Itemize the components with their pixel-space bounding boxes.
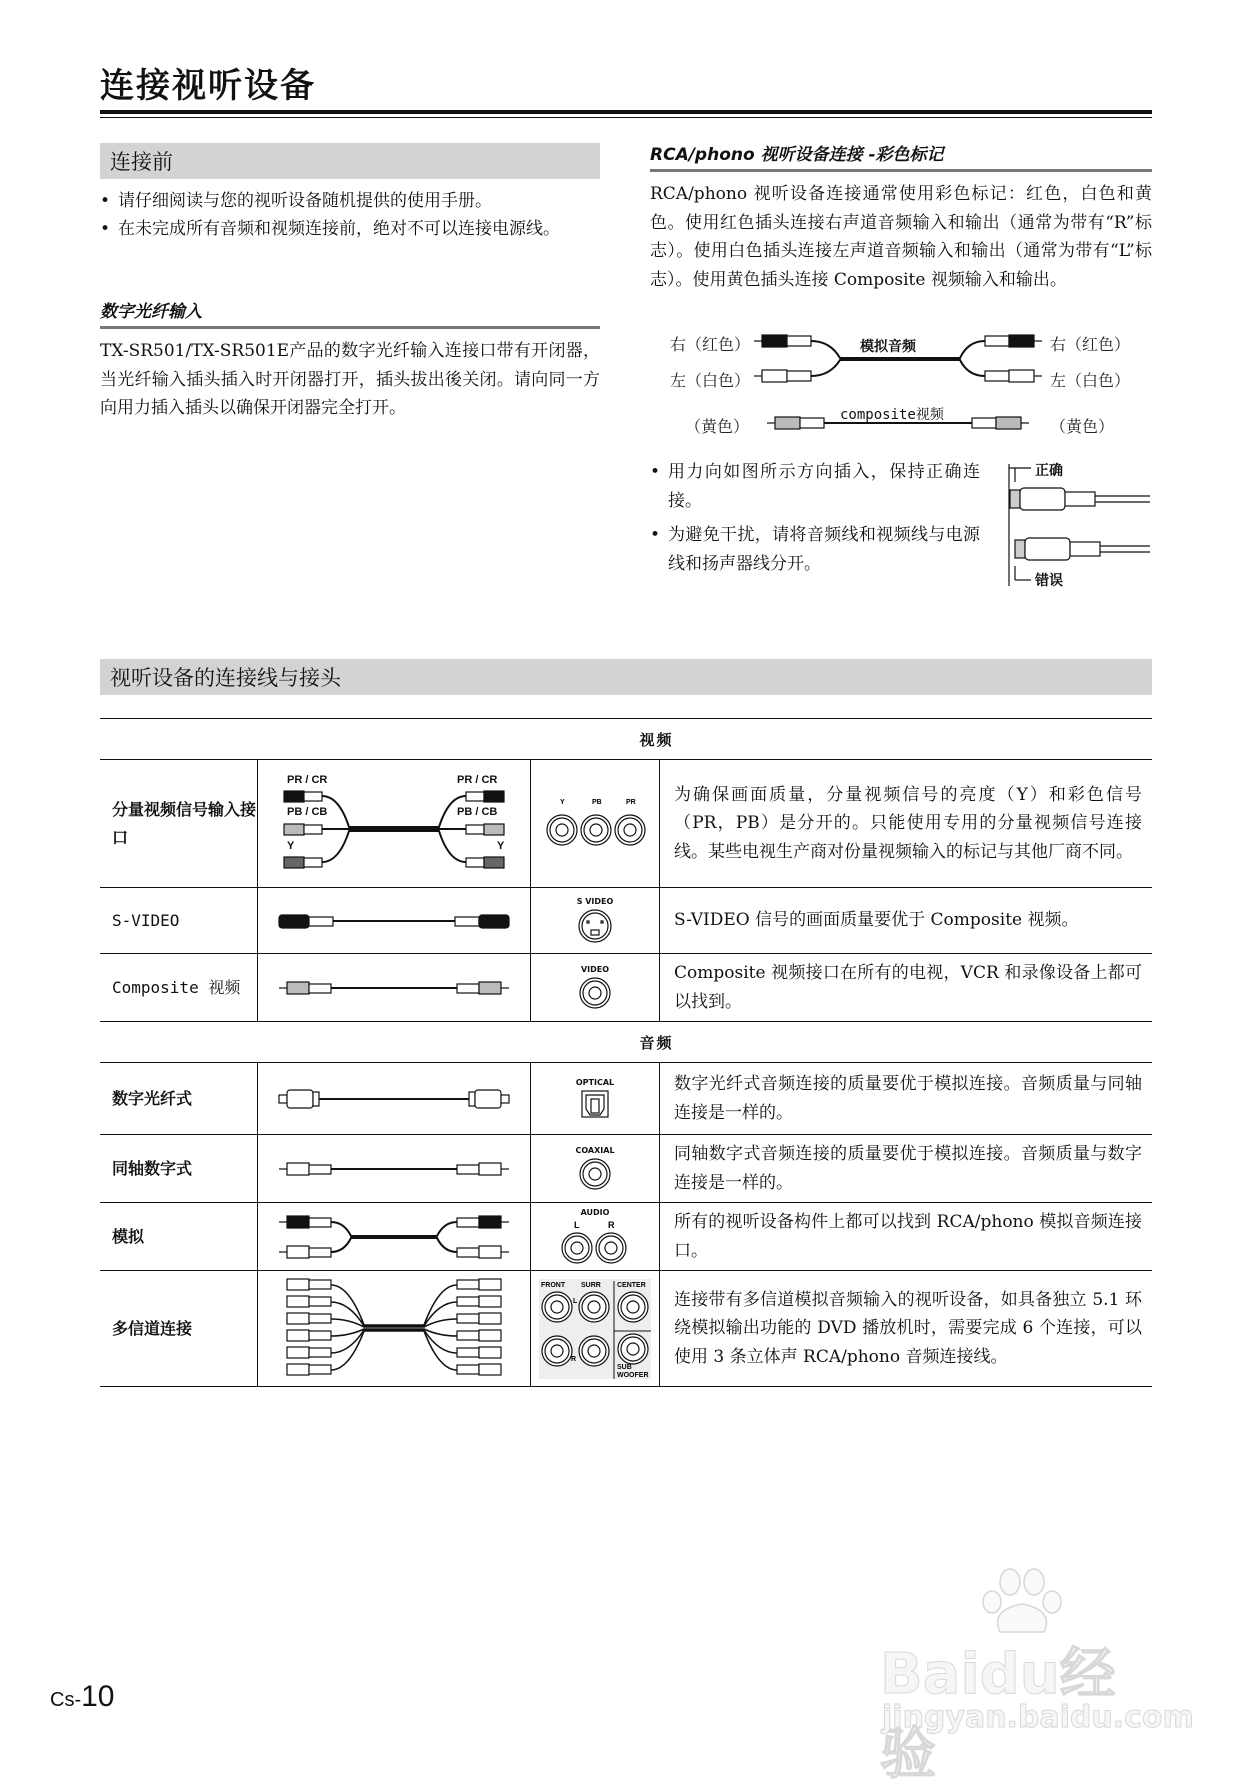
left-white-label: 左（白色） (670, 371, 751, 390)
watermark-url: jingyan.baidu.com (882, 1700, 1194, 1735)
svideo-jack-icon (577, 908, 613, 944)
svg-text:PR / CR: PR / CR (457, 773, 498, 786)
connector-description: S-VIDEO 信号的画面质量要优于 Composite 视频。 (660, 888, 1153, 954)
plug-orientation-icon (1005, 460, 1155, 590)
analog-audio-label: 模拟音频 (860, 339, 916, 355)
svg-text:Y: Y (287, 839, 295, 852)
svg-text:SUB: SUB (617, 1363, 632, 1371)
table-row (100, 1063, 1152, 1135)
wrong-label: 错误 (1035, 573, 1063, 589)
component-cable-cell (258, 760, 531, 888)
connector-name: 数字光纤式 (100, 1063, 258, 1135)
connector-name: 多信道连接 (100, 1271, 258, 1387)
yellow-label-out: （黄色） (1050, 417, 1115, 436)
title-rule-thin (100, 117, 1152, 118)
table-row (100, 760, 1152, 888)
connector-name: S-VIDEO (100, 888, 258, 954)
multichannel-cable-cell (258, 1271, 531, 1387)
multichannel-cable-icon (269, 1275, 519, 1383)
optical-jack-cell (531, 1063, 660, 1135)
analog-cable-cell (258, 1203, 531, 1271)
watermark-brand: Baidu经验 (880, 1642, 1116, 1787)
page-title: 连接视听设备 (100, 66, 316, 106)
svg-text:Y: Y (560, 798, 565, 806)
svg-text:CENTER: CENTER (617, 1281, 646, 1289)
list-item: • 请仔细阅读与您的视听设备随机提供的使用手册。 (100, 187, 600, 215)
right-red-label: 右（红色） (670, 335, 751, 354)
video-jack-icon (578, 976, 612, 1010)
video-jack-label: VIDEO (580, 965, 610, 974)
paw-logo-icon (980, 1560, 1070, 1640)
connector-name: Composite 视频 (100, 954, 258, 1022)
cables-table (100, 718, 1152, 1387)
connector-description: 为确保画面质量，分量视频信号的亮度（Y）和彩色信号（PR，PB）是分开的。只能使用专用的分量视频信号连接线。某些电视生产商对份量视频输入的标记与其他厂商不同。 (660, 760, 1153, 888)
table-row (100, 1135, 1152, 1203)
page-number-prefix: Cs- (50, 1689, 82, 1711)
list-item: • 用力向如图所示方向插入，保持正确连接。 (650, 458, 980, 515)
svg-text:PB / CB: PB / CB (457, 805, 498, 818)
optical-jack-icon (580, 1089, 610, 1119)
audio-group-label: 音频 (100, 1022, 1152, 1063)
svg-text:PB: PB (592, 798, 602, 806)
section-heading-before-connecting: 连接前 (100, 143, 600, 179)
connector-description: 连接带有多信道模拟音频输入的视听设备，如具备独立 5.1 环绕模拟输出功能的 DVD 播放机时，需要完成 6 个连接，可以使用 3 条立体声 RCA/phono 音频连接线。 (660, 1271, 1153, 1387)
svideo-jack-label: S VIDEO (576, 897, 614, 906)
multichannel-jack-cell (531, 1271, 660, 1387)
table-row (100, 888, 1152, 954)
list-item: • 在未完成所有音频和视频连接前，绝对不可以连接电源线。 (100, 215, 600, 243)
rca-color-heading: RCA/phono 视听设备连接 -彩色标记 (650, 140, 1152, 172)
connector-description: 数字光纤式音频连接的质量要优于模拟连接。音频质量与同轴连接是一样的。 (660, 1063, 1153, 1135)
audio-jack-cell (531, 1203, 660, 1271)
right-red-label-out: 右（红色） (1050, 335, 1131, 354)
component-jack-cell (531, 760, 660, 888)
coaxial-jack-label: COAXIAL (575, 1146, 615, 1155)
component-cable-icon (269, 769, 519, 879)
title-rule (100, 110, 1152, 114)
before-connecting-list (100, 187, 600, 243)
video-group-label: 视频 (100, 719, 1152, 760)
svg-text:SURR: SURR (581, 1281, 601, 1289)
page-number-value: 10 (81, 1680, 115, 1713)
section-heading-cables: 视听设备的连接线与接头 (100, 659, 1152, 695)
optical-input-text: TX-SR501/TX-SR501E产品的数字光纤输入连接口带有开闭器，当光纤输入插头插入时开闭器打开，插头拔出後关闭。请向同一方向用力插入插头以确保开闭器完全打开。 (100, 341, 600, 418)
optical-cable-cell (258, 1063, 531, 1135)
video-group-row (100, 719, 1152, 760)
svg-text:PR: PR (626, 798, 636, 806)
coaxial-jack-icon (578, 1157, 612, 1191)
multichannel-jacks-icon (537, 1277, 653, 1381)
video-jack-cell (531, 954, 660, 1022)
analog-cable-icon (269, 1212, 519, 1262)
svideo-cable-icon (269, 909, 519, 933)
connector-description: 同轴数字式音频连接的质量要优于模拟连接。音频质量与数字连接是一样的。 (660, 1135, 1153, 1203)
table-row (100, 1203, 1152, 1271)
correct-label: 正确 (1035, 463, 1063, 479)
coaxial-cable-cell (258, 1135, 531, 1203)
svg-text:PR / CR: PR / CR (287, 773, 328, 786)
composite-cable-cell (258, 954, 531, 1022)
svg-text:PB / CB: PB / CB (287, 805, 328, 818)
connector-description: Composite 视频接口在所有的电视，VCR 和录像设备上都可以找到。 (660, 954, 1153, 1022)
page-number (50, 1680, 114, 1714)
coaxial-cable-icon (269, 1157, 519, 1181)
rca-color-text: RCA/phono 视听设备连接通常使用彩色标记：红色，白色和黄色。使用红色插头连接右声道音频输入和输出（通常为带有“R”标志）。使用白色插头连接左声道音频输入和输出（通常为带有“L”标志）。使用黄色插头连接 Composite 视频输入和输出。 (650, 184, 1152, 290)
table-row (100, 954, 1152, 1022)
audio-jack-label: AUDIO (580, 1208, 610, 1217)
optical-cable-icon (269, 1086, 519, 1112)
table-row (100, 1271, 1152, 1387)
connector-name: 同轴数字式 (100, 1135, 258, 1203)
connector-name: 模拟 (100, 1203, 258, 1271)
composite-cable-icon (269, 976, 519, 1000)
audio-lr-jacks-icon (560, 1219, 630, 1265)
svg-text:R: R (571, 1355, 577, 1363)
svideo-cable-cell (258, 888, 531, 954)
svg-text:R: R (608, 1220, 615, 1230)
svg-text:L: L (574, 1220, 580, 1230)
optical-jack-label: OPTICAL (575, 1078, 615, 1087)
optical-input-heading: 数字光纤输入 (100, 297, 600, 329)
svideo-jack-cell (531, 888, 660, 954)
audio-group-row (100, 1022, 1152, 1063)
plug-orientation-diagram (1005, 460, 1155, 590)
left-white-label-out: 左（白色） (1050, 371, 1131, 390)
yellow-label: （黄色） (685, 417, 750, 436)
rca-bullet-list (650, 458, 980, 578)
connector-description: 所有的视听设备构件上都可以找到 RCA/phono 模拟音频连接口。 (660, 1203, 1153, 1271)
rca-color-diagram (650, 330, 1152, 440)
svg-text:WOOFER: WOOFER (617, 1371, 649, 1379)
rca-cables-icon (650, 330, 1152, 440)
svg-text:Y: Y (497, 839, 505, 852)
composite-video-label: composite视频 (840, 407, 944, 423)
watermark (880, 1560, 1194, 1787)
component-jacks-icon (540, 794, 650, 854)
list-item: • 为避免干扰，请将音频线和视频线与电源线和扬声器线分开。 (650, 521, 980, 578)
connector-name: 分量视频信号输入接口 (100, 760, 258, 888)
coaxial-jack-cell (531, 1135, 660, 1203)
svg-text:L: L (573, 1297, 578, 1305)
svg-text:FRONT: FRONT (541, 1281, 566, 1289)
